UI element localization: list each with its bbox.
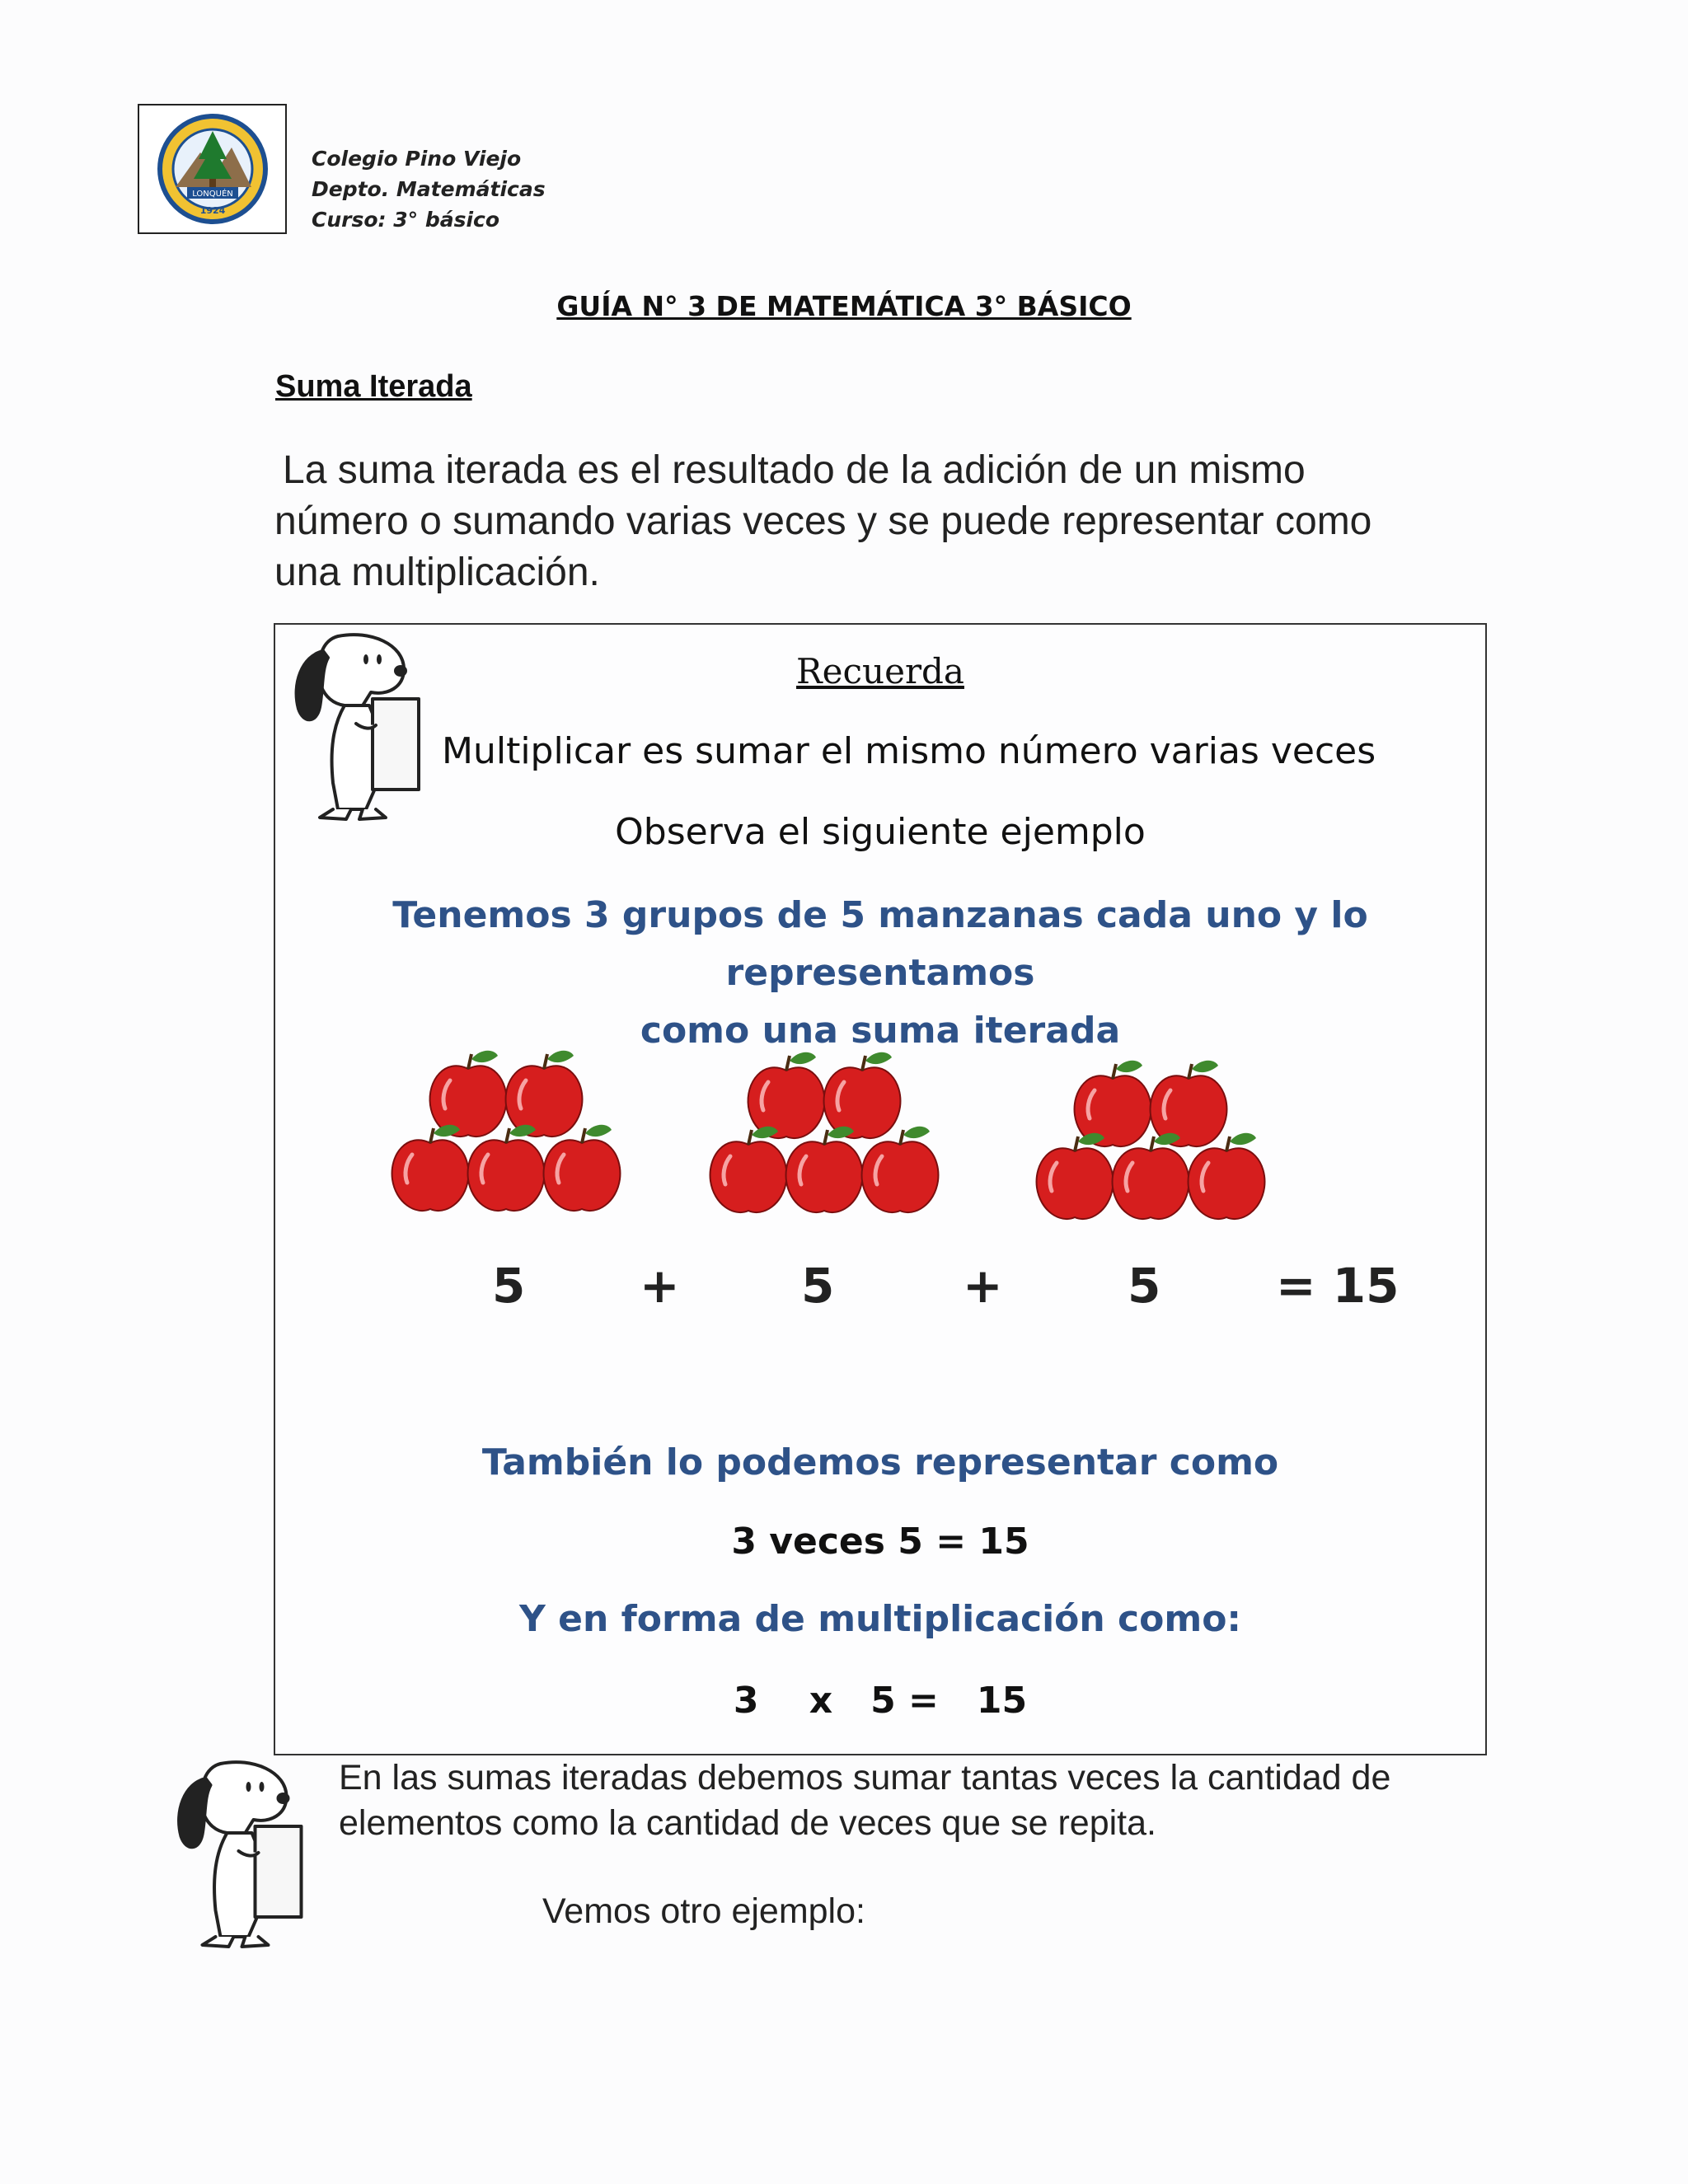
intro-line-2: número o sumando varias veces y se puede representar como — [274, 499, 1372, 543]
section-title: Suma Iterada — [275, 369, 472, 404]
reminder-line-1: Multiplicar es sumar el mismo número varias veces — [442, 730, 1376, 772]
explanation-paragraph — [339, 1755, 1390, 1846]
guide-title: GUÍA N° 3 DE MATEMÁTICA 3° BÁSICO — [556, 290, 1132, 322]
equation-plus-1: + — [640, 1258, 680, 1314]
school-name: Colegio Pino Viejo — [312, 147, 522, 171]
apple-group-2 — [710, 1052, 939, 1212]
multiplication-heading: Y en forma de multiplicación como: — [518, 1598, 1242, 1640]
equation-term-3: 5 — [1128, 1258, 1161, 1314]
reminder-heading: Recuerda — [796, 651, 964, 691]
course-name: Curso: 3° básico — [312, 208, 500, 232]
alt-representation-heading: También lo podemos representar como — [481, 1441, 1279, 1483]
example-description-line-1: Tenemos 3 grupos de 5 manzanas cada uno y lo representamos — [392, 894, 1368, 994]
intro-paragraph — [274, 445, 1470, 598]
apple-group-3 — [1037, 1061, 1265, 1219]
veces-expression: 3 veces 5 = 15 — [731, 1521, 1029, 1563]
reminder-line-2: Observa el siguiente ejemplo — [615, 811, 1146, 853]
explanation-line-2: elementos como la cantidad de veces que se repita. — [339, 1803, 1156, 1843]
snoopy-holding-paper-icon-2 — [157, 1754, 321, 1952]
logo-year: 1924 — [199, 205, 225, 216]
next-example-label: Vemos otro ejemplo: — [542, 1891, 865, 1931]
logo-text: LONQUÉN — [191, 190, 233, 199]
explanation-line-1: En las sumas iteradas debemos sumar tantas veces la cantidad de — [339, 1758, 1391, 1797]
equation-result: = 15 — [1276, 1258, 1400, 1314]
example-description-line-2: como una suma iterada — [640, 1010, 1121, 1052]
school-logo-icon — [151, 111, 274, 227]
apple-group-1 — [392, 1051, 621, 1211]
intro-line-1: La suma iterada es el resultado de la adición de un mismo — [283, 448, 1306, 492]
equation-term-1: 5 — [492, 1258, 526, 1314]
apple-groups-illustration — [379, 1034, 1327, 1257]
department-name: Depto. Matemáticas — [312, 177, 546, 201]
school-info — [312, 143, 546, 235]
multiplication-expression: 3 x 5 = 15 — [733, 1680, 1028, 1722]
equation-plus-2: + — [963, 1258, 1003, 1314]
school-logo-box — [138, 104, 287, 234]
intro-line-3: una multiplicación. — [274, 551, 600, 594]
equation-term-2: 5 — [801, 1258, 835, 1314]
